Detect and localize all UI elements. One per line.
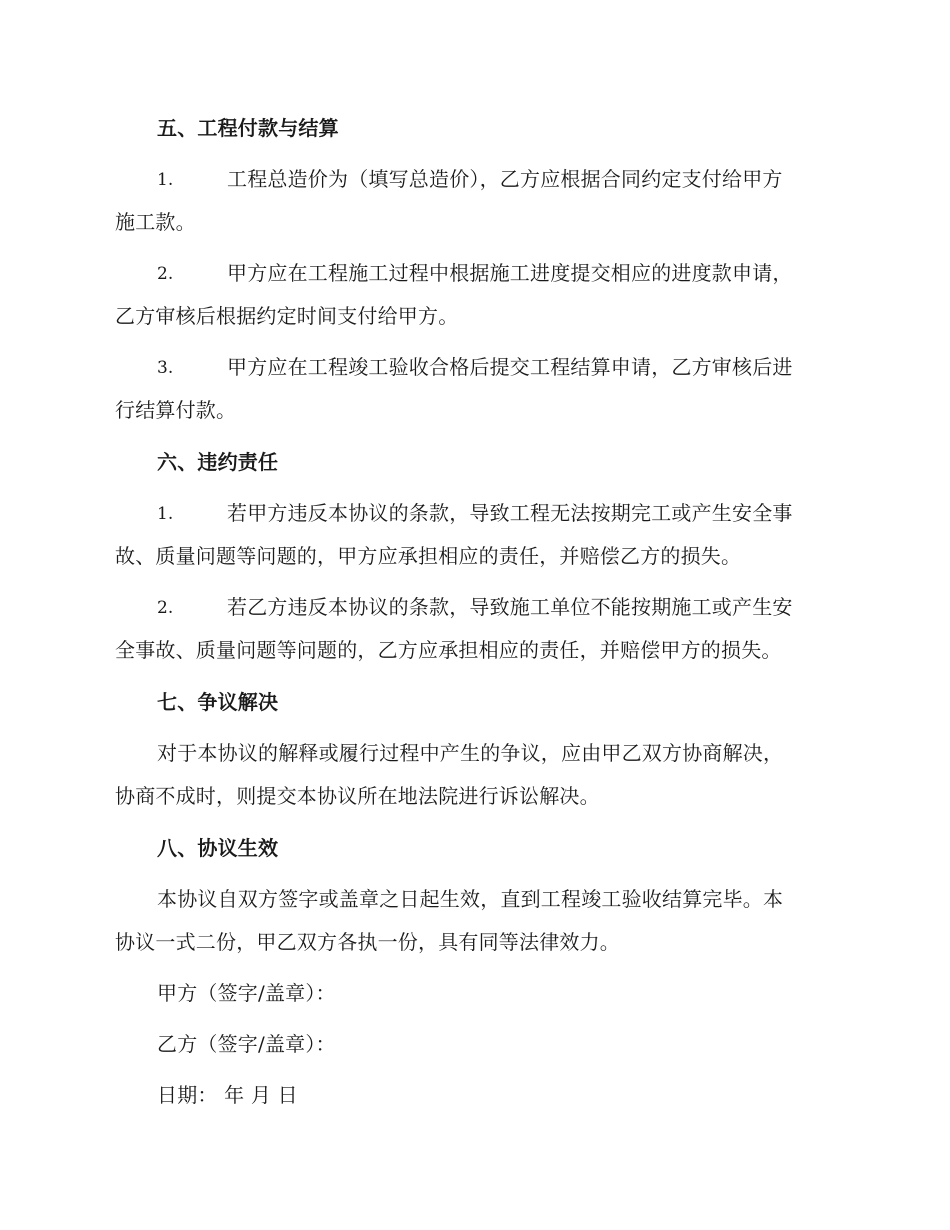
paragraph-line: 协议一式二份，甲乙双方各执一份，具有同等法律效力。	[115, 930, 620, 954]
paragraph-line: 工程总造价为（填写总造价），乙方应根据合同约定支付给甲方	[227, 167, 783, 191]
paragraph-line: 协商不成时，则提交本协议所在地法院进行诉讼解决。	[115, 784, 600, 808]
item-number: 2.	[157, 264, 174, 284]
section-heading-liability: 六、违约责任	[157, 450, 279, 474]
item-number: 1.	[157, 504, 174, 524]
paragraph-line: 全事故、质量问题等问题的，乙方应承担相应的责任，并赔偿甲方的损失。	[115, 638, 782, 662]
paragraph-line: 若甲方违反本协议的条款，导致工程无法按期完工或产生安全事	[227, 501, 793, 525]
paragraph-line: 故、质量问题等问题的，甲方应承担相应的责任，并赔偿乙方的损失。	[115, 544, 742, 568]
date-label: 日期： 年 月 日	[157, 1083, 298, 1107]
paragraph-line: 乙方审核后根据约定时间支付给甲方。	[115, 304, 459, 328]
paragraph-line: 甲方应在工程施工过程中根据施工进度提交相应的进度款申请，	[227, 261, 793, 285]
party-a-signature-label: 甲方（签字/盖章）：	[157, 981, 336, 1005]
paragraph-line: 施工款。	[115, 210, 196, 234]
section-heading-dispute: 七、争议解决	[157, 690, 279, 714]
paragraph-line: 若乙方违反本协议的条款，导致施工单位不能按期施工或产生安	[227, 595, 793, 619]
section-heading-payment: 五、工程付款与结算	[157, 116, 339, 140]
paragraph-line: 对于本协议的解释或履行过程中产生的争议，应由甲乙双方协商解决，	[157, 741, 784, 765]
item-number: 1.	[157, 170, 174, 190]
section-heading-effectiveness: 八、协议生效	[157, 836, 279, 860]
item-number: 2.	[157, 598, 174, 618]
item-number: 3.	[157, 358, 174, 378]
paragraph-line: 甲方应在工程竣工验收合格后提交工程结算申请，乙方审核后进	[227, 355, 793, 379]
party-b-signature-label: 乙方（签字/盖章）：	[157, 1032, 336, 1056]
paragraph-line: 本协议自双方签字或盖章之日起生效，直到工程竣工验收结算完毕。本	[157, 887, 784, 911]
paragraph-line: 行结算付款。	[115, 398, 237, 422]
